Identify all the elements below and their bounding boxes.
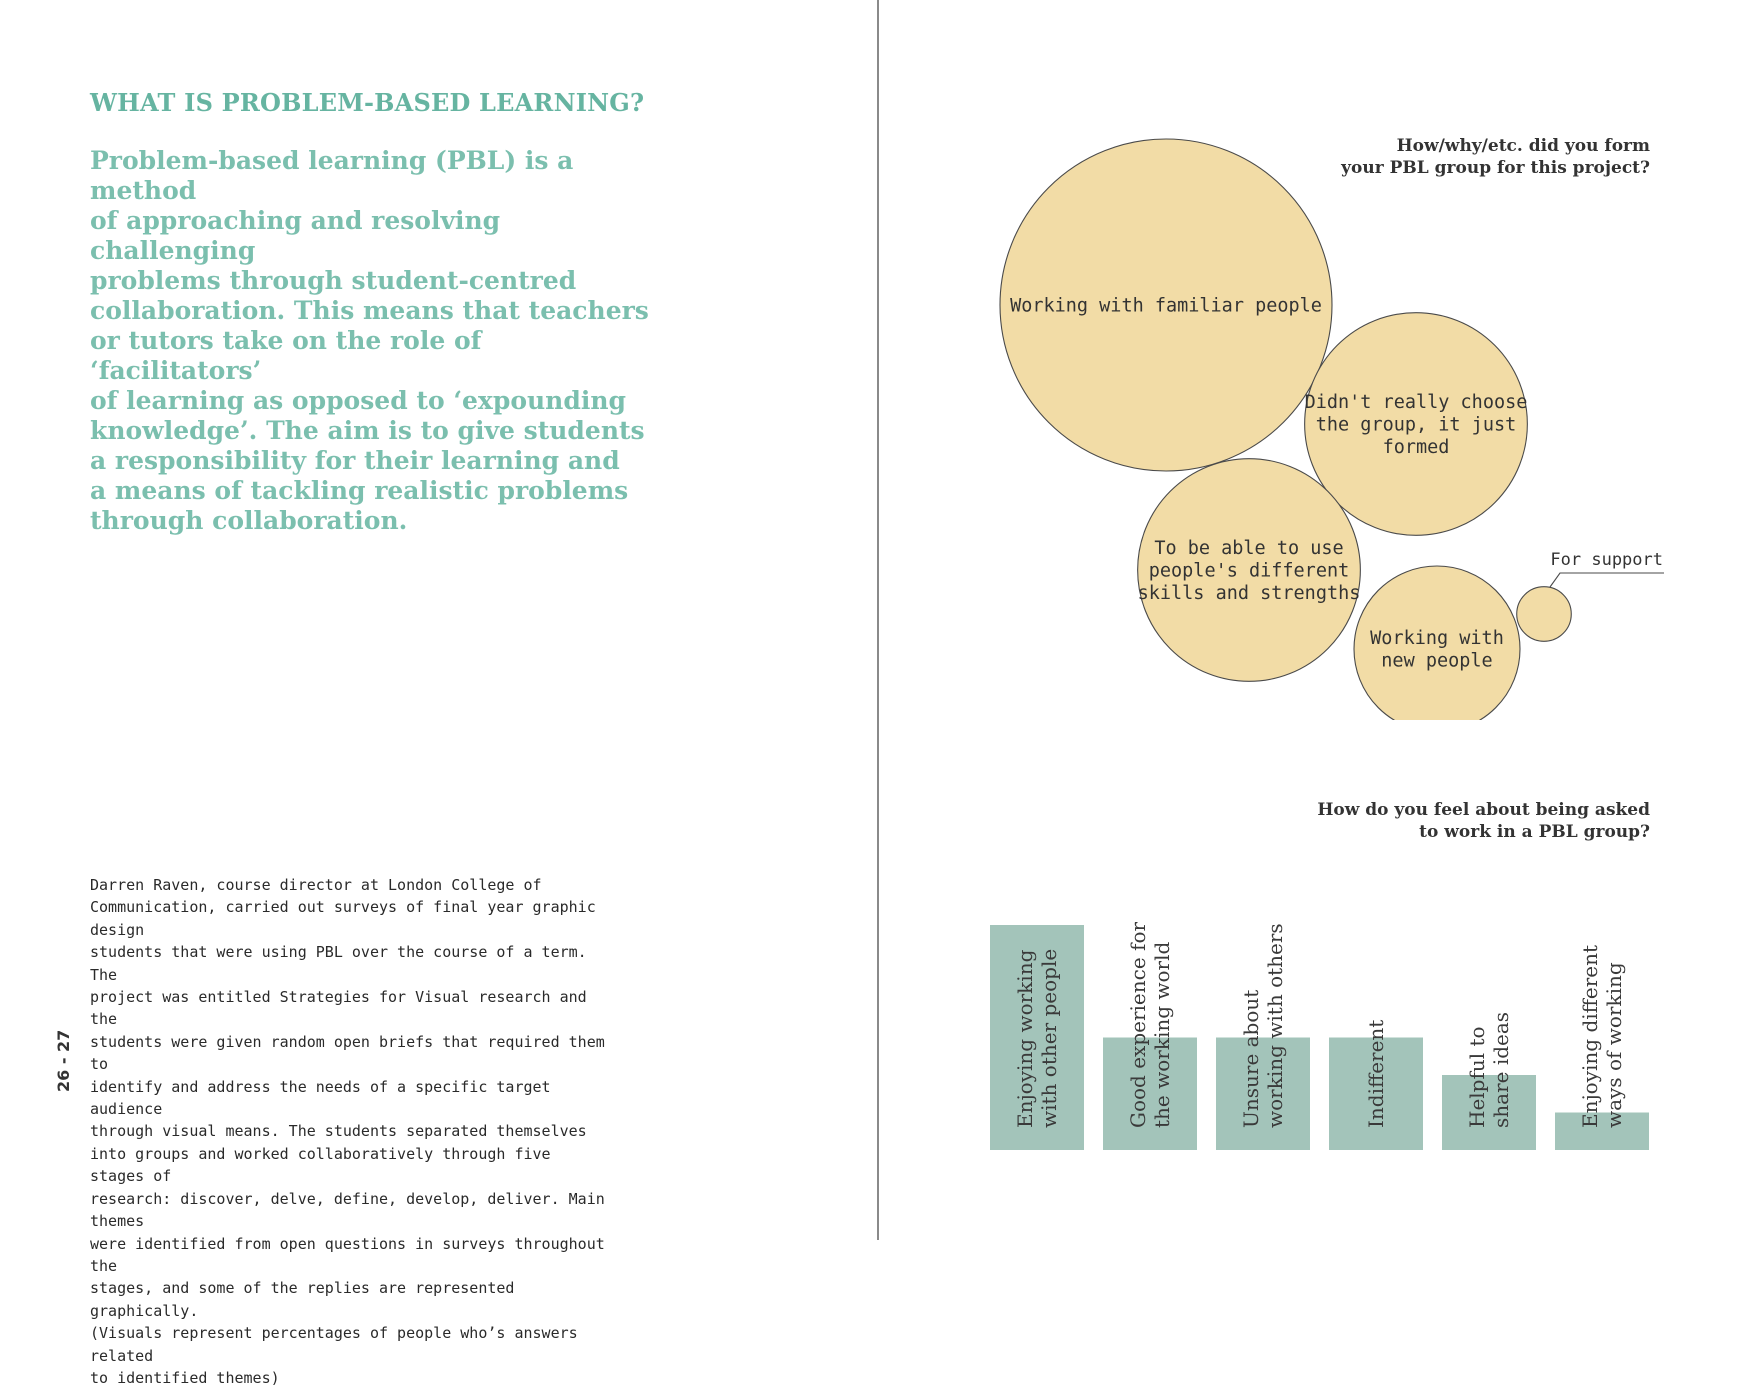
question-1-line-2: your PBL group for this project? [1341,158,1650,178]
question-1-line-1: How/why/etc. did you form [1396,136,1650,156]
bubble-callout-line [1550,573,1664,587]
bar-label-4-line-1: Indifferent [1364,1019,1388,1128]
bar-label-6-line-1: Enjoying different [1578,944,1602,1128]
bubble-label-2-line-3: formed [1382,436,1450,458]
bar-chart [980,900,1680,1160]
bar-label-2-line-1: Good experience for [1126,921,1150,1128]
bar-label-1-line-1: Enjoying working [1013,949,1037,1128]
bar-label-5-line-2: share ideas [1489,1011,1513,1128]
bubble-label-2-line-2: the group, it just [1315,414,1517,436]
bar-label-3-line-2: working with others [1263,923,1287,1128]
page-number: 26 - 27 [54,1029,73,1092]
bubble-label-5: For support [1550,550,1663,570]
bubble-label-4-line-1: Working with [1370,628,1504,650]
bubble-chart [880,0,1680,720]
bar-label-6-line-2: ways of working [1602,962,1626,1128]
bar-label-2-line-2: the working world [1150,941,1174,1128]
body-paragraph: Darren Raven, course director at London College of Communication, carried out surveys of final year graphic design students that were using PBL over the course of a term. The project was entitled Strategies for Visual research and the students were given random open briefs that required them to identify and address the needs of a specific target audience through visual means. The students separated themselves into groups and worked collaboratively through five stages of research: discover, delve, define, develop, deliver. Main themes were identified from open questions in surveys throughout the stages, and some of the replies are represented graphically. (Visuals represent percentages of people who’s answers related to identified themes) [90,876,605,1387]
page-heading: WHAT IS PROBLEM-BASED LEARNING? [90,88,645,117]
bar-chart-question [1270,799,1650,843]
question-2-line-1: How do you feel about being asked [1317,800,1650,820]
bubble-label-3-line-2: people's different [1148,560,1350,582]
bubble-5 [1517,587,1572,642]
bar-label-3-line-1: Unsure about [1239,989,1263,1128]
bubble-label-1-line-1: Working with familiar people [1010,295,1322,317]
bubble-label-4-line-2: new people [1381,650,1493,672]
bubble-label-2-line-1: Didn't really choose [1304,391,1528,413]
bar-label-1-line-2: with other people [1037,948,1061,1128]
page-spine [877,0,879,1240]
bubble-label-3-line-1: To be able to use [1154,537,1344,559]
bubble-label-3-line-3: skills and strengths [1137,582,1361,604]
intro-paragraph: Problem-based learning (PBL) is a method of approaching and resolving challenging problems through student-centred collaboration. This means that teachers or tutors take on the role of ‘facilitators’ of learning as opposed to ‘expounding knowledge’. The aim is to give students a responsibility for their learning and a means of tackling realistic problems through collaboration. [90,146,649,535]
question-2-line-2: to work in a PBL group? [1419,822,1650,842]
bar-label-5-line-1: Helpful to [1465,1026,1489,1128]
